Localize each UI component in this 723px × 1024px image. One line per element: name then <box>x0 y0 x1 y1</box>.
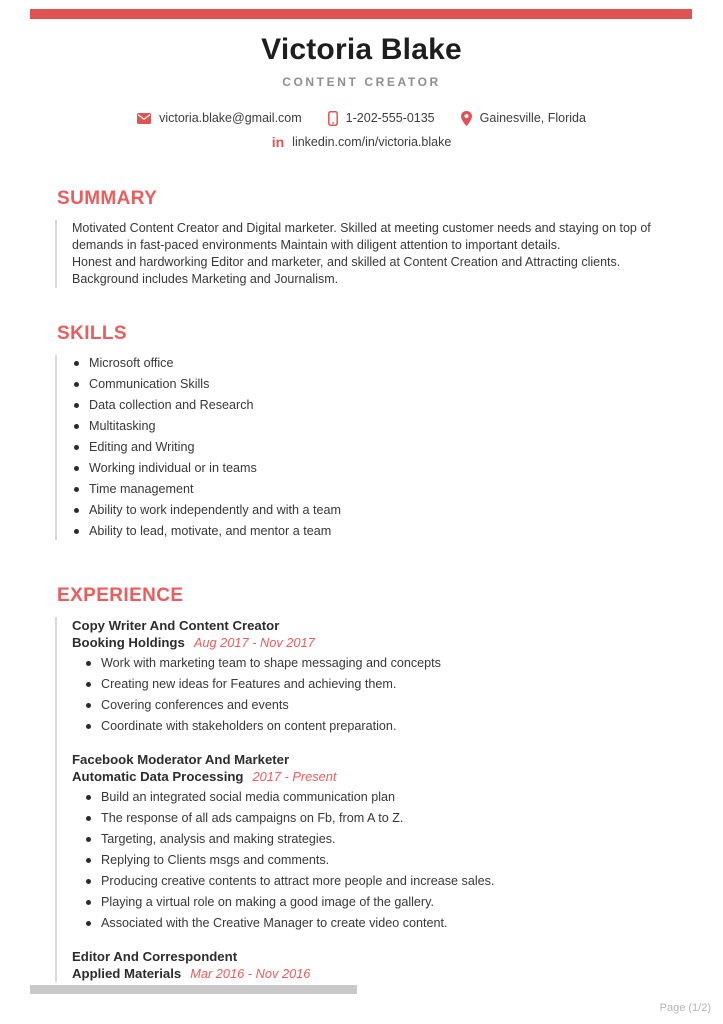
job-title: Copy Writer And Content Creator <box>72 618 280 633</box>
summary-line: Background includes Marketing and Journalism. <box>72 272 339 286</box>
job-title: Facebook Moderator And Marketer <box>72 752 290 767</box>
resume-header <box>0 0 723 150</box>
experience-job <box>72 948 693 982</box>
skill-item: Working individual or in teams <box>72 460 693 477</box>
candidate-title: CONTENT CREATOR <box>282 75 441 89</box>
job-bullet: Associated with the Creative Manager to create video content. <box>84 915 693 932</box>
skill-item: Communication Skills <box>72 376 693 393</box>
skill-item: Time management <box>72 481 693 498</box>
job-bullet: Targeting, analysis and making strategies. <box>84 831 693 848</box>
contact-phone <box>328 110 435 126</box>
job-title: Editor And Correspondent <box>72 949 238 964</box>
contact-linkedin-text[interactable]: linkedin.com/in/victoria.blake <box>292 135 452 149</box>
job-bullet-list <box>84 655 693 735</box>
mobile-phone-icon <box>328 111 338 126</box>
skill-item: Microsoft office <box>72 355 693 372</box>
job-bullet: The response of all ads campaigns on Fb, from A to Z. <box>84 810 693 827</box>
job-bullet: Build an integrated social media communication plan <box>84 789 693 806</box>
job-bullet: Replying to Clients msgs and comments. <box>84 852 693 869</box>
contact-email-text[interactable]: victoria.blake@gmail.com <box>159 111 302 125</box>
contact-row-linkedin <box>0 134 723 150</box>
page-continuation-bar <box>30 985 357 994</box>
resume-body <box>30 150 693 982</box>
summary-line: Honest and hardworking Editor and marketer, and skilled at Content Creation and Attracting clients. <box>72 255 621 269</box>
job-bullet: Covering conferences and events <box>84 697 693 714</box>
linkedin-icon: in <box>271 134 285 150</box>
section-heading-experience: EXPERIENCE <box>57 585 184 606</box>
contact-row <box>0 110 723 126</box>
skills-list <box>72 355 693 540</box>
envelope-icon <box>137 113 151 124</box>
skill-item: Editing and Writing <box>72 439 693 456</box>
contact-location-text: Gainesville, Florida <box>479 111 586 125</box>
job-bullet: Coordinate with stakeholders on content preparation. <box>84 718 693 735</box>
job-bullet: Work with marketing team to shape messaging and concepts <box>84 655 693 672</box>
job-company: Automatic Data Processing <box>72 769 244 784</box>
job-bullet: Producing creative contents to attract more people and increase sales. <box>84 873 693 890</box>
experience-job <box>72 751 693 932</box>
job-company: Applied Materials <box>72 966 182 981</box>
summary-line: Motivated Content Creator and Digital marketer. Skilled at meeting customer needs and staying on top of <box>72 221 651 235</box>
job-bullet-list <box>84 789 693 932</box>
location-pin-icon <box>461 111 472 126</box>
job-company-line <box>72 634 693 651</box>
summary-content <box>55 220 693 288</box>
skills-content <box>55 355 693 540</box>
page-number: Page (1/2) <box>659 1002 711 1014</box>
job-company-line <box>72 965 693 982</box>
job-dates: 2017 - Present <box>252 769 337 784</box>
top-accent-bar <box>30 9 692 19</box>
skill-item: Ability to lead, motivate, and mentor a team <box>72 523 693 540</box>
skill-item: Multitasking <box>72 418 693 435</box>
job-bullet: Creating new ideas for Features and achieving them. <box>84 676 693 693</box>
candidate-name: Victoria Blake <box>261 33 462 66</box>
job-bullet: Playing a virtual role on making a good image of the gallery. <box>84 894 693 911</box>
section-heading-summary: SUMMARY <box>57 188 158 209</box>
section-heading-skills: SKILLS <box>57 323 127 344</box>
contact-linkedin[interactable] <box>272 134 452 150</box>
job-company: Booking Holdings <box>72 635 185 650</box>
skill-item: Ability to work independently and with a team <box>72 502 693 519</box>
job-dates: Mar 2016 - Nov 2016 <box>190 966 311 981</box>
contact-phone-text: 1-202-555-0135 <box>345 111 435 125</box>
skill-item: Data collection and Research <box>72 397 693 414</box>
contact-email[interactable] <box>137 110 302 126</box>
experience-job <box>72 617 693 735</box>
job-company-line <box>72 768 693 785</box>
contact-location <box>461 110 586 126</box>
summary-line: demands in fast-paced environments Maintain with diligent attention to important details. <box>72 238 561 252</box>
experience-content <box>55 617 693 982</box>
job-dates: Aug 2017 - Nov 2017 <box>193 635 315 650</box>
